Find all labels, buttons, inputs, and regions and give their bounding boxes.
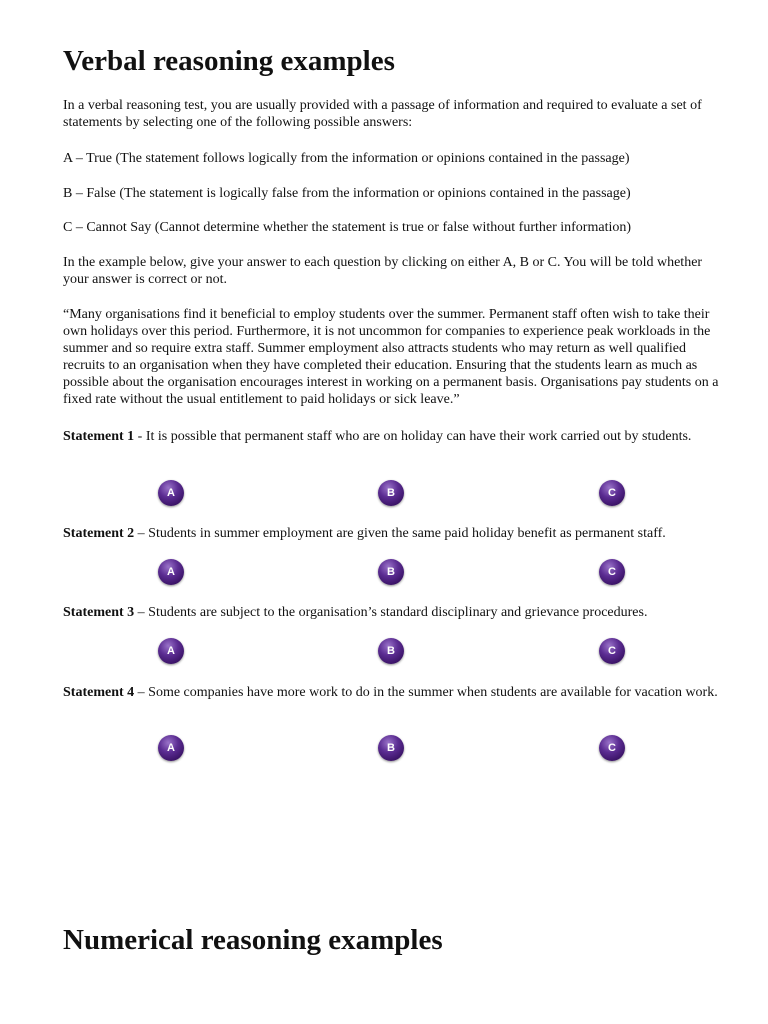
- intro-paragraph: [63, 97, 725, 131]
- statement-2-answer-a-button[interactable]: A: [158, 559, 184, 585]
- instructions-text: In the example below, give your answer to each question by clicking on either A, B or C. You will be told whether your answer is correct or not.: [63, 255, 703, 287]
- option-a-text: A – True (The statement follows logically from the information or opinions contained in the passage): [63, 151, 630, 166]
- statement-1-answer-b-button[interactable]: B: [378, 480, 404, 506]
- numerical-section-title: Numerical reasoning examples: [63, 924, 443, 956]
- statement-2-answers: [63, 559, 725, 585]
- passage-paragraph: [63, 306, 725, 408]
- statement-3-text: – Students are subject to the organisation’s standard disciplinary and grievance procedures.: [134, 605, 648, 620]
- statement-2-label: Statement 2: [63, 526, 135, 541]
- statement-4-answer-a-button[interactable]: A: [158, 735, 184, 761]
- option-c-text: C – Cannot Say (Cannot determine whether the statement is true or false without further information): [63, 220, 632, 235]
- statement-3-answer-a-button[interactable]: A: [158, 638, 184, 664]
- statement-3-answers: [63, 638, 725, 664]
- statement-4-label: Statement 4: [63, 685, 135, 700]
- statement-3-answer-c-button[interactable]: C: [599, 638, 625, 664]
- statement-1-answers: [63, 480, 725, 506]
- option-a-definition: [63, 150, 725, 167]
- statement-3-label: Statement 3: [63, 605, 135, 620]
- statement-4-answer-c-button[interactable]: C: [599, 735, 625, 761]
- statement-4-answers: [63, 735, 725, 761]
- verbal-section-title: Verbal reasoning examples: [63, 45, 395, 77]
- statement-3-paragraph: [63, 604, 725, 621]
- statement-1-answer-c-button[interactable]: C: [599, 480, 625, 506]
- statement-3: [63, 604, 725, 621]
- option-b-definition: [63, 185, 725, 202]
- statement-2-answer-b-button[interactable]: B: [378, 559, 404, 585]
- statement-2: [63, 525, 725, 542]
- statement-2-answer-c-button[interactable]: C: [599, 559, 625, 585]
- statement-1-paragraph: [63, 428, 725, 445]
- statement-4: [63, 684, 725, 701]
- statement-1-text: - It is possible that permanent staff who are on holiday can have their work carried out by students.: [134, 429, 692, 444]
- option-c-definition: [63, 219, 725, 236]
- instructions-paragraph: [63, 254, 725, 288]
- statement-2-paragraph: [63, 525, 725, 542]
- statement-1-label: Statement 1: [63, 429, 135, 444]
- passage-text: “Many organisations find it beneficial to employ students over the summer. Permanent staff often wish to take their own holidays over this period. Furthermore, it is not uncommon for companies to experience peak workloads in the summer and so require extra staff. Summer employment also attracts students who may return as well qualified recruits to an organisation when they have completed their education. Ensuring that the students learn as much as possible about the organisation encourages interest in working on a permanent basis. Organisations pay students on a fixed rate without the usual entitlement to paid holidays or sick leave.”: [63, 307, 719, 407]
- statement-4-answer-b-button[interactable]: B: [378, 735, 404, 761]
- statement-2-text: – Students in summer employment are given the same paid holiday benefit as permanent staff.: [134, 526, 666, 541]
- statement-1: [63, 428, 725, 445]
- statement-4-paragraph: [63, 684, 725, 701]
- intro-text: In a verbal reasoning test, you are usually provided with a passage of information and required to evaluate a set of statements by selecting one of the following possible answers:: [63, 98, 702, 130]
- option-b-text: B – False (The statement is logically false from the information or opinions contained in the passage): [63, 186, 631, 201]
- statement-4-text: – Some companies have more work to do in the summer when students are available for vacation work.: [134, 685, 718, 700]
- statement-3-answer-b-button[interactable]: B: [378, 638, 404, 664]
- statement-1-answer-a-button[interactable]: A: [158, 480, 184, 506]
